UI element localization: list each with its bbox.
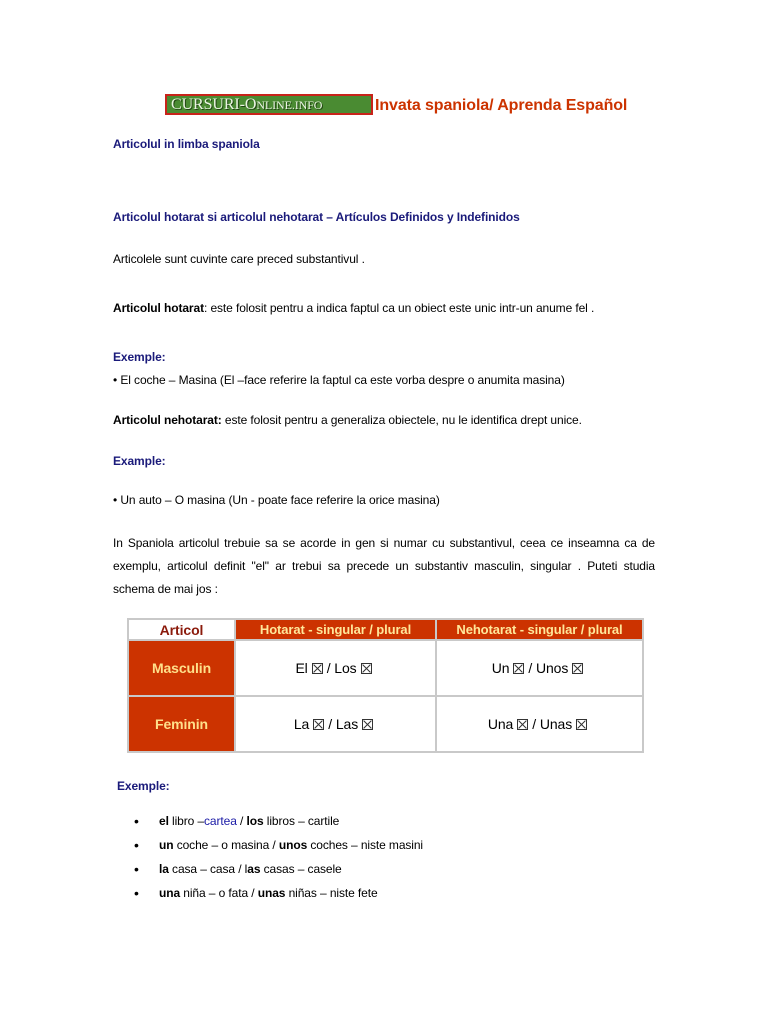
table-header-row [128,619,643,640]
article-word: unas [257,886,286,900]
intro-paragraph: Articolele sunt cuvinte care preced substantivul . [113,252,365,266]
article-word: los [246,814,264,828]
example-text: libros – cartile [263,814,340,828]
article-word: el [159,814,169,828]
broken-image-icon [576,719,587,730]
examples-list [134,812,423,908]
bullet-icon: • [134,885,139,901]
broken-image-icon [313,719,324,730]
broken-image-icon [361,663,372,674]
article-word: una [159,886,181,900]
table-header-cell: Articol [128,619,235,640]
example-text: coche – o masina / [173,838,279,852]
example2-label: Example: [113,454,166,468]
broken-image-icon [362,719,373,730]
cell-text: / Los [326,660,357,676]
agreement-paragraph: In Spaniola articolul trebuie sa se acorde in gen si numar cu substantivul, ceea ce inseamna ca de exemplu, articolul definit "el" ar trebui sa precede un substantiv masculin, singular . Puteti studia schema de mai jos : [113,536,655,596]
article-word: unos [278,838,308,852]
indefinite-text: este folosit pentru a generaliza obiectele, nu le identifica drept unice. [221,413,582,427]
table-cell [436,640,643,696]
cell-text: El [295,660,308,676]
example-text: niña – o fata / [180,886,258,900]
broken-image-icon [312,663,323,674]
examples-label: Exemple: [117,779,170,793]
logo-text-b: NLINE [256,98,292,112]
table-cell [235,696,436,752]
table-row [128,696,643,752]
cell-text: La [293,716,310,732]
table-header-cell: Nehotarat - singular / plural [436,619,643,640]
row-label-masculin: Masculin [128,640,235,696]
article-word: as [247,862,261,876]
example-text: libro – [168,814,205,828]
example-text: / [236,814,247,828]
translation-link[interactable]: cartea [204,814,237,828]
subsection-title: Articolul hotarat si articolul nehotarat – Artículos Definidos y Indefinidos [113,210,520,224]
example1-label: Exemple: [113,350,166,364]
broken-image-icon [517,719,528,730]
page-title: Invata spaniola/ Aprenda Español [375,97,628,114]
list-item [134,812,423,836]
cell-text: Una [487,716,514,732]
broken-image-icon [572,663,583,674]
indefinite-paragraph [113,413,582,427]
example-text: casas – casele [260,862,342,876]
cell-text: / Unos [528,660,569,676]
site-logo[interactable] [165,94,373,115]
list-item [134,884,423,908]
section-title: Articolul in limba spaniola [113,137,260,151]
table-header-cell: Hotarat - singular / plural [235,619,436,640]
indefinite-term: Articolul nehotarat: [113,413,222,427]
table-row [128,640,643,696]
list-item [134,836,423,860]
cell-text: Un [491,660,510,676]
cell-text: / Las [328,716,359,732]
broken-image-icon [513,663,524,674]
article-word: un [159,838,174,852]
bullet-icon: • [134,861,139,877]
logo-text-a: CURSURI-O [171,96,257,113]
definite-paragraph [113,301,594,315]
bullet-icon: • [134,837,139,853]
example2-text: • Un auto – O masina (Un - poate face referire la orice masina) [113,493,440,507]
cell-text: / Unas [532,716,573,732]
example-text: casa – casa / l [168,862,248,876]
definite-text: : este folosit pentru a indica faptul ca un obiect este unic intr-un anume fel . [203,301,595,315]
row-label-feminin: Feminin [128,696,235,752]
example-text: coches – niste masini [307,838,423,852]
table-cell [235,640,436,696]
list-item [134,860,423,884]
logo-text-c: .INFO [291,98,323,112]
article-word: la [159,862,169,876]
definite-term: Articolul hotarat [113,301,204,315]
bullet-icon: • [134,813,139,829]
example-text: niñas – niste fete [285,886,378,900]
articles-table [127,618,644,753]
example1-text: • El coche – Masina (El –face referire la faptul ca este vorba despre o anumita masina) [113,373,565,387]
table-cell [436,696,643,752]
